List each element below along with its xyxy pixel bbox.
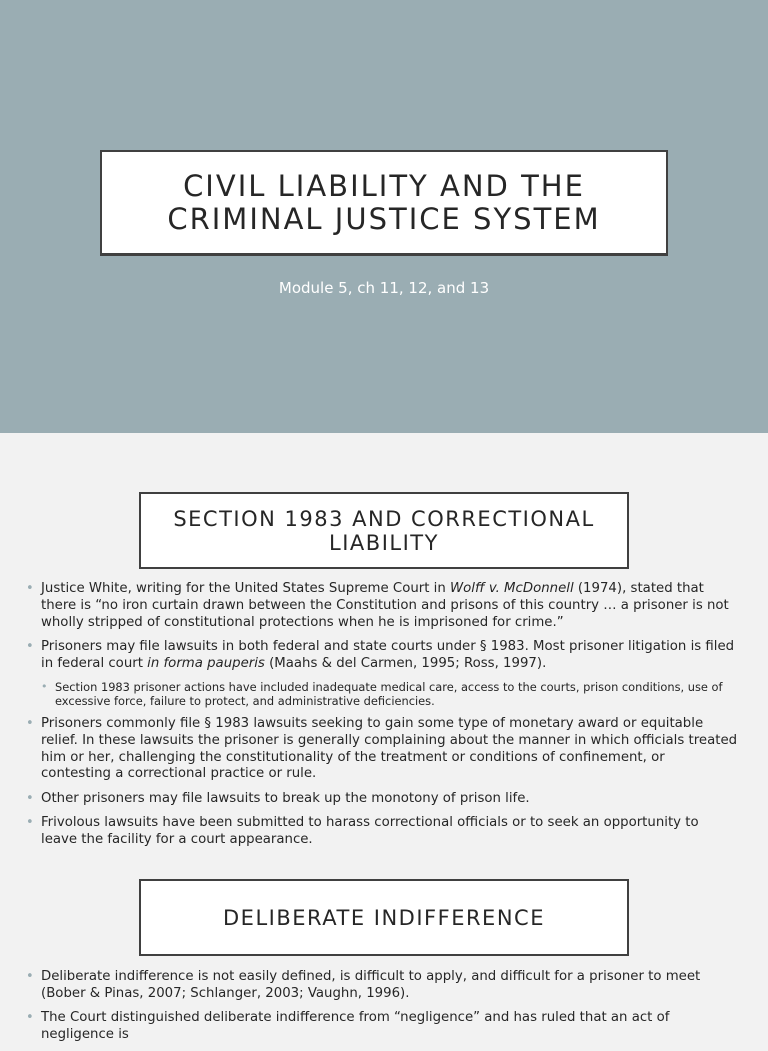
section-heading: DELIBERATE INDIFFERENCE [223, 905, 545, 930]
bullet-text: Justice White, writing for the United States Supreme Court in [41, 581, 451, 596]
sub-list-item: • Section 1983 prisoner actions have included inadequate medical care, access to the courts, prison conditions, use of excessive force, failure to protect, and administrative deficiencies. [0, 680, 768, 708]
bullet-text: (Maahs & del Carmen, 1995; Ross, 1997). [264, 655, 547, 671]
section-heading-box [139, 492, 629, 569]
slide-title: CIVIL LIABILITY AND THE CRIMINAL JUSTICE SYSTEM [167, 168, 601, 236]
bullet-list [0, 581, 768, 856]
list-item: • Other prisoners may file lawsuits to break up the monotony of prison life. [0, 791, 768, 808]
list-item: • The Court distinguished deliberate indifference from “negligence” and has ruled that an act of negligence is [0, 1010, 768, 1044]
section-heading-box [139, 879, 629, 956]
bullet-list [0, 969, 768, 1051]
bullet-text: (1974), stated that there is “no iron curtain drawn between the Constitution and prisons of this country … a prisoner is not wholly stripped of constitutional protections when he is imprisoned for crime.” [41, 581, 729, 630]
case-name: Wolff v. McDonnell [450, 581, 574, 596]
section-heading: SECTION 1983 AND CORRECTIONAL LIABILITY [173, 506, 595, 555]
title-slide [0, 0, 768, 433]
bullet-text: Prisoners may file lawsuits in both federal and state courts under § 1983. Most prisoner litigation is filed in federal court [41, 638, 735, 671]
latin-term: in forma pauperis [147, 655, 265, 671]
slide-subtitle: Module 5, ch 11, 12, and 13 [278, 279, 490, 297]
title-box [100, 150, 668, 256]
list-item: • Frivolous lawsuits have been submitted to harass correctional officials or to seek an opportunity to leave the facility for a court appearance. [0, 815, 768, 849]
list-item: • Prisoners commonly file § 1983 lawsuits seeking to gain some type of monetary award or equitable relief. In these lawsuits the prisoner is generally complaining about the manner in which officials treated him or her, challenging the constitutionality of the treatment or conditions of confinement, or contesting a correctional practice or rule. [0, 716, 768, 783]
list-item [0, 581, 768, 631]
list-item: • Deliberate indifference is not easily defined, is difficult to apply, and difficult for a prisoner to meet (Bober & Pinas, 2007; Schlanger, 2003; Vaughn, 1996). [0, 969, 768, 1003]
list-item [0, 639, 768, 673]
